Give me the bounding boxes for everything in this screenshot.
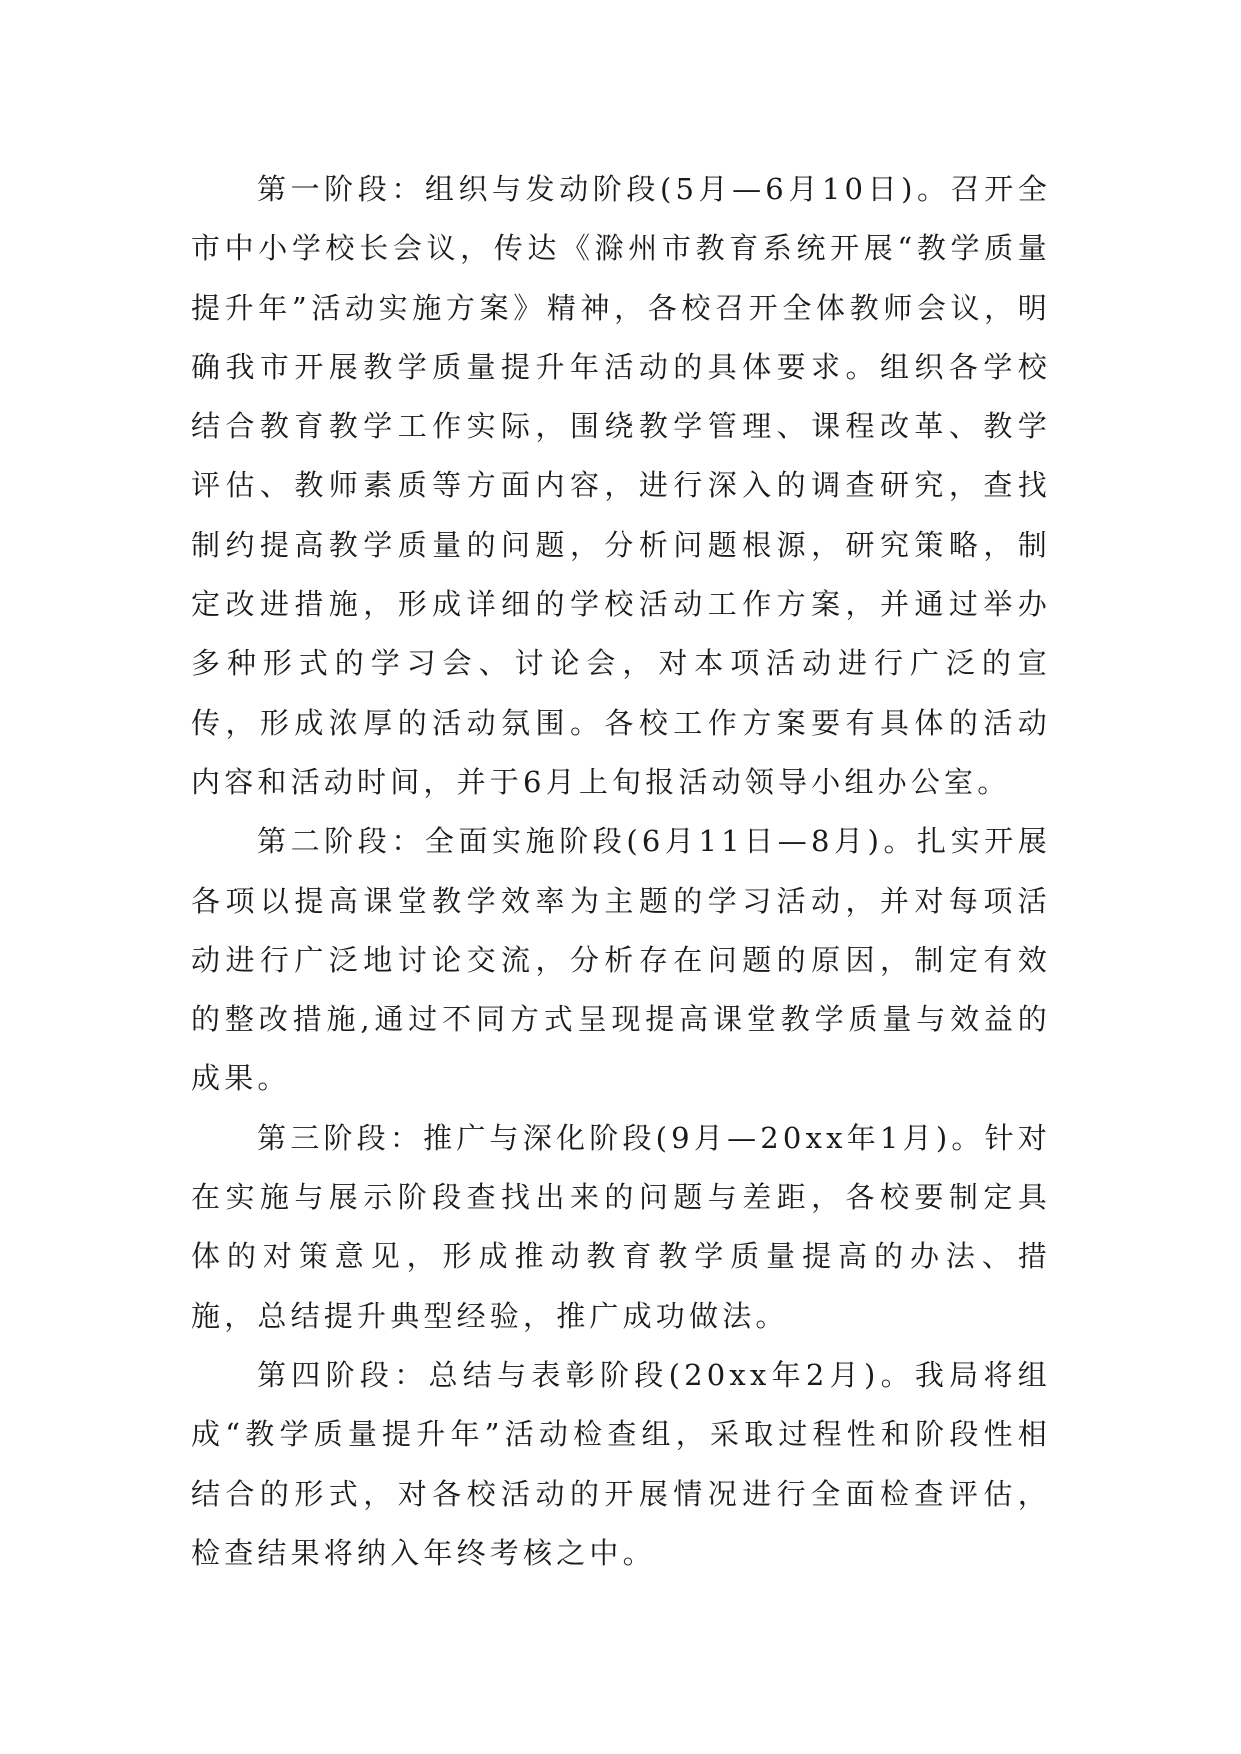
paragraph-stage-2: 第二阶段：全面实施阶段(6月11日—8月)。扎实开展各项以提高课堂教学效率为主题的学习活动，并对每项活动进行广泛地讨论交流，分析存在问题的原因，制定有效的整改措施,通过不同方式呈现提高课堂教学质量与效益的成果。	[191, 824, 1051, 1096]
document-body	[191, 160, 1051, 1583]
paragraph-stage-3: 第三阶段：推广与深化阶段(9月—20xx年1月)。针对在实施与展示阶段查找出来的问题与差距，各校要制定具体的对策意见，形成推动教育教学质量提高的办法、措施，总结提升典型经验，推广成功做法。	[191, 1120, 1051, 1333]
paragraph-stage-1: 第一阶段：组织与发动阶段(5月—6月10日)。召开全市中小学校长会议，传达《滁州市教育系统开展“教学质量提升年”活动实施方案》精神，各校召开全体教师会议，明确我市开展教学质量提升年活动的具体要求。组织各学校结合教育教学工作实际，围绕教学管理、课程改革、教学评估、教师素质等方面内容，进行深入的调查研究，查找制约提高教学质量的问题，分析问题根源，研究策略，制定改进措施，形成详细的学校活动工作方案，并通过举办多种形式的学习会、讨论会，对本项活动进行广泛的宣传，形成浓厚的活动氛围。各校工作方案要有具体的活动内容和活动时间，并于6月上旬报活动领导小组办公室。	[191, 172, 1051, 799]
paragraph-stage-4: 第四阶段：总结与表彰阶段(20xx年2月)。我局将组成“教学质量提升年”活动检查组，采取过程性和阶段性相结合的形式，对各校活动的开展情况进行全面检查评估，检查结果将纳入年终考核之中。	[191, 1357, 1051, 1570]
